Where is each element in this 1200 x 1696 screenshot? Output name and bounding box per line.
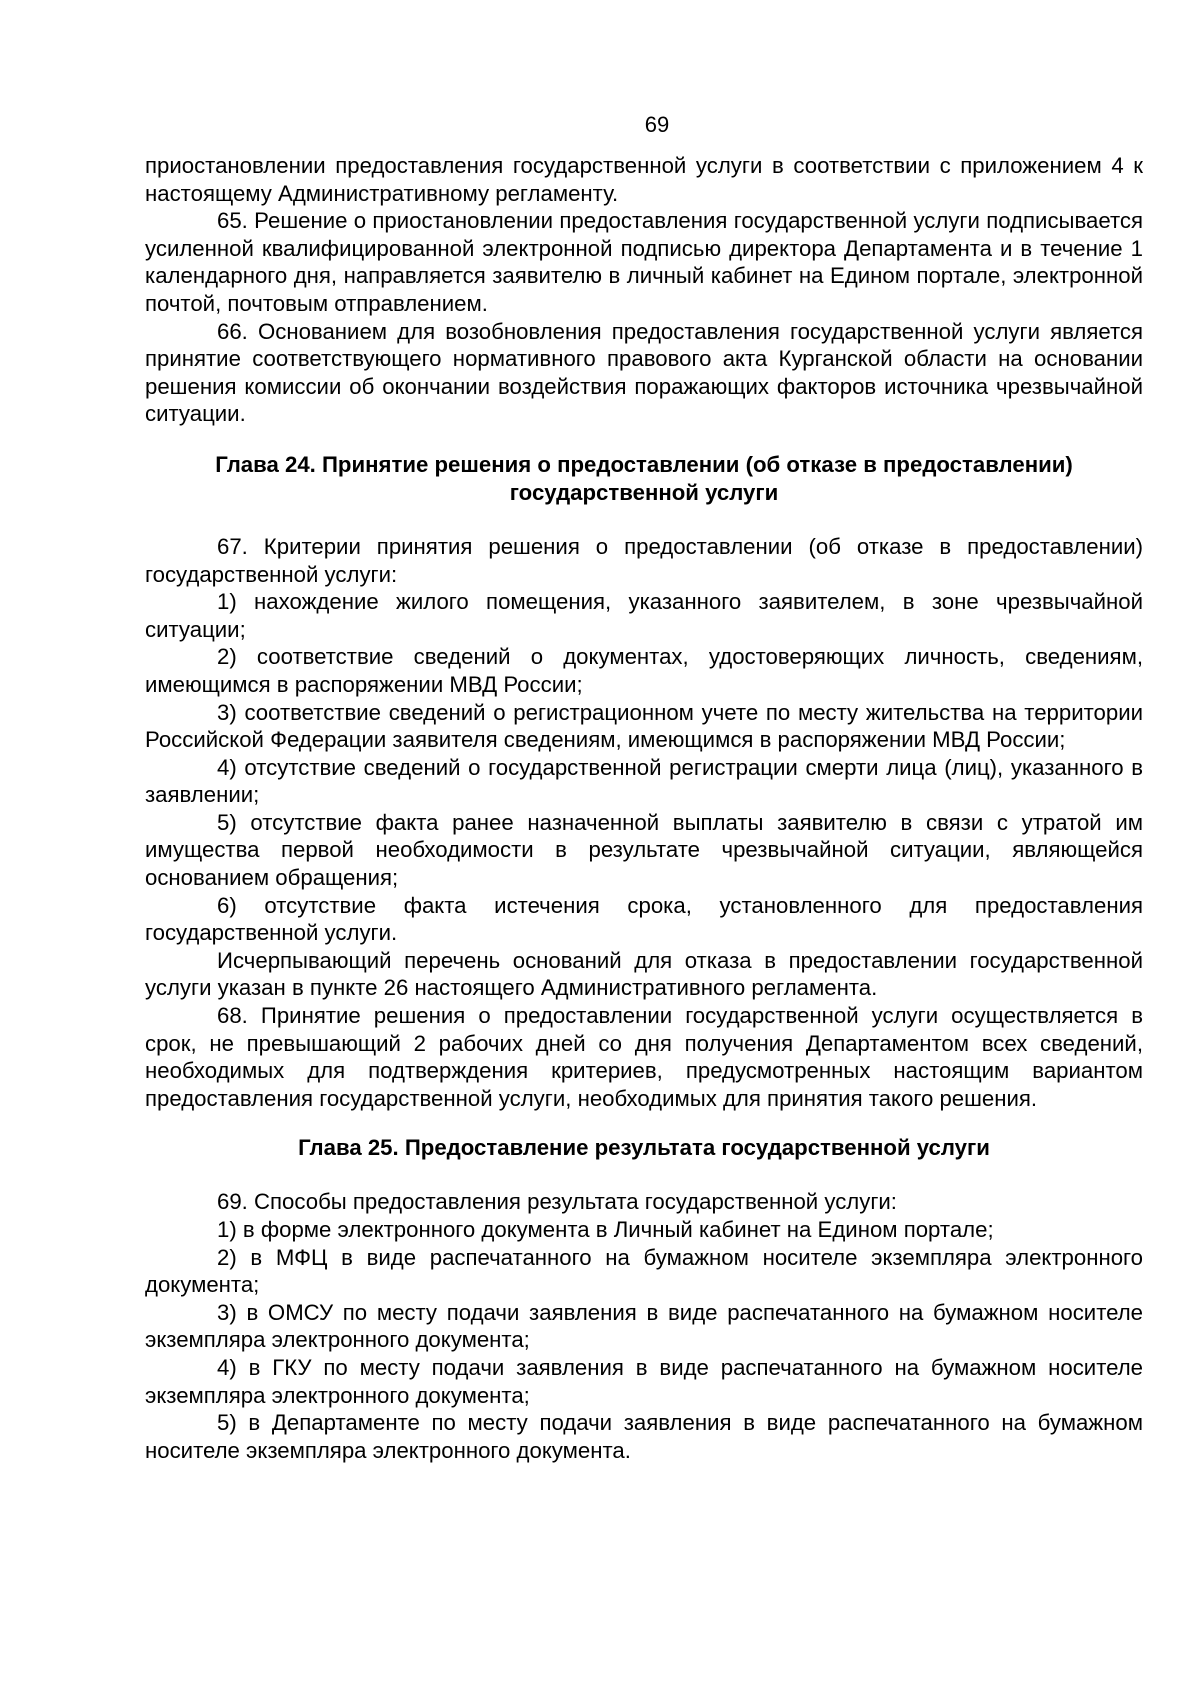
paragraph-69: 69. Способы предоставления результата государственной услуги:: [217, 1189, 897, 1215]
page-number: 69: [644, 112, 670, 137]
paragraph-continuation: приостановлении предоставления государственной услуги в соответствии с приложением 4 к настоящему Административному регламенту.: [145, 153, 1143, 206]
paragraph-67-exhaustive-list: Исчерпывающий перечень оснований для отказа в предоставлении государственной услуги указан в пункте 26 настоящего Административного регламента.: [145, 947, 1143, 1001]
paragraph-67-item-3: 3) соответствие сведений о регистрационном учете по месту жительства на территории Российской Федерации заявителя сведениям, имеющимся в распоряжении МВД России;: [145, 699, 1143, 753]
paragraph-67-item-6: 6) отсутствие факта истечения срока, установленного для предоставления государственной услуги.: [145, 892, 1143, 946]
paragraph-67-item-5: 5) отсутствие факта ранее назначенной выплаты заявителю в связи с утратой им имущества первой необходимости в результате чрезвычайной ситуации, являющейся основанием обращения;: [145, 809, 1143, 891]
paragraph-67-item-4: 4) отсутствие сведений о государственной регистрации смерти лица (лиц), указанного в заявлении;: [145, 754, 1143, 808]
paragraph-69-item-3: 3) в ОМСУ по месту подачи заявления в виде распечатанного на бумажном носителе экземпляра электронного документа;: [145, 1299, 1143, 1353]
chapter-24-heading-line-2: государственной услуги: [509, 479, 779, 505]
chapter-25-heading: Глава 25. Предоставление результата государственной услуги: [298, 1135, 990, 1161]
paragraph-66: 66. Основанием для возобновления предоставления государственной услуги является принятие соответствующего нормативного правового акта Курганской области на основании решения комиссии об окончании воздействия поражающих факторов источника чрезвычайной ситуации.: [145, 318, 1143, 427]
paragraph-65: 65. Решение о приостановлении предоставления государственной услуги подписывается усиленной квалифицированной электронной подписью директора Департамента и в течение 1 календарного дня, направляется заявителю в личный кабинет на Едином портале, электронной почтой, почтовым отправлением.: [145, 208, 1143, 316]
document-page: [145, 110, 1143, 1464]
paragraph-69-item-5: 5) в Департаменте по месту подачи заявления в виде распечатанного на бумажном носителе экземпляра электронного документа.: [145, 1410, 1143, 1463]
paragraph-68: 68. Принятие решения о предоставлении государственной услуги осуществляется в срок, не превышающий 2 рабочих дней со дня получения Департаментом всех сведений, необходимых для подтверждения критериев, предусмотренных настоящим вариантом предоставления государственной услуги, необходимых для принятия такого решения.: [145, 1003, 1143, 1111]
paragraph-69-item-2: 2) в МФЦ в виде распечатанного на бумажном носителе экземпляра электронного документа;: [145, 1244, 1143, 1298]
paragraph-67: 67. Критерии принятия решения о предоставлении (об отказе в предоставлении) государственной услуги:: [145, 533, 1143, 587]
paragraph-69-item-4: 4) в ГКУ по месту подачи заявления в виде распечатанного на бумажном носителе экземпляра электронного документа;: [145, 1354, 1143, 1408]
paragraph-69-item-1: 1) в форме электронного документа в Личный кабинет на Едином портале;: [217, 1217, 994, 1242]
paragraph-67-item-1: 1) нахождение жилого помещения, указанного заявителем, в зоне чрезвычайной ситуации;: [145, 589, 1143, 642]
paragraph-67-item-2: 2) соответствие сведений о документах, удостоверяющих личность, сведениям, имеющимся в распоряжении МВД России;: [145, 644, 1143, 697]
chapter-24-heading-line-1: Глава 24. Принятие решения о предоставлении (об отказе в предоставлении): [215, 451, 1073, 477]
